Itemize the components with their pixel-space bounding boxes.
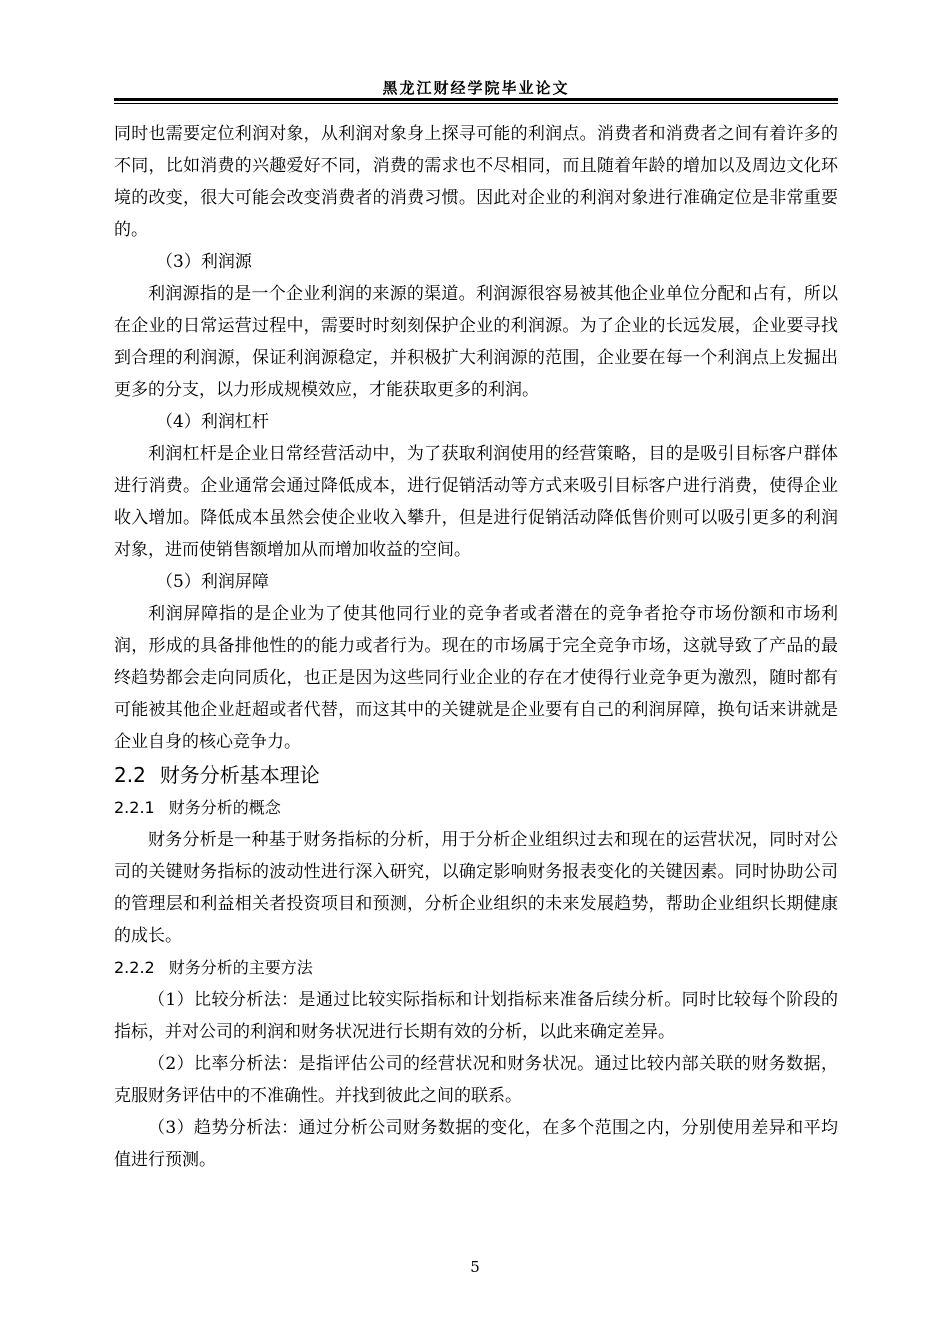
paragraph-profit-lever: 利润杠杆是企业日常经营活动中，为了获取利润使用的经营策略，目的是吸引目标客户群体进行消费。企业通常会通过降低成本，进行促销活动等方式来吸引目标客户进行消费，使得企业收入增加。降低成本虽然会使企业收入攀升，但是进行促销活动降低售价则可以吸引更多的利润对象，进而使销售额增加从而增加收益的空间。 <box>114 444 838 560</box>
method-item-trend: （3）趋势分析法：通过分析公司财务数据的变化，在多个范围之内，分别使用差异和平均值进行预测。 <box>114 1118 838 1170</box>
section-heading-2-2-2 <box>114 952 838 984</box>
method-item-comparison: （1）比较分析法：是通过比较实际指标和计划指标来准备后续分析。同时比较每个阶段的指标，并对公司的利润和财务状况进行长期有效的分析，以此来确定差异。 <box>114 990 838 1042</box>
paragraph-financial-analysis-concept: 财务分析是一种基于财务指标的分析，用于分析企业组织过去和现在的运营状况，同时对公司的关键财务指标的波动性进行深入研究，以确定影响财务报表变化的关键因素。同时协助公司的管理层和利益相关者投资项目和预测，分析企业组织的未来发展趋势，帮助企业组织长期健康的成长。 <box>114 830 838 946</box>
page-header-title: 黑龙江财经学院毕业论文 <box>382 79 570 97</box>
section-number: 2.2.2 <box>114 958 155 977</box>
section-number: 2.2.1 <box>114 798 155 817</box>
paragraph-profit-source: 利润源指的是一个企业利润的来源的渠道。利润源很容易被其他企业单位分配和占有，所以在企业的日常运营过程中，需要时时刻刻保护企业的利润源。为了企业的长远发展，企业要寻找到合理的利润源，保证利润源稳定，并积极扩大利润源的范围，企业要在每一个利润点上发掘出更多的分支，以力形成规模效应，才能获取更多的利润。 <box>114 284 838 400</box>
subheading-profit-lever: （4）利润杠杆 <box>156 412 269 432</box>
paragraph-profit-object: 同时也需要定位利润对象，从利润对象身上探寻可能的利润点。消费者和消费者之间有着许多的不同，比如消费的兴趣爱好不同，消费的需求也不尽相同，而且随着年龄的增加以及周边文化环境的改变，很大可能会改变消费者的消费习惯。因此对企业的利润对象进行准确定位是非常重要的。 <box>114 124 838 240</box>
page-number: 5 <box>470 1258 480 1276</box>
section-heading-2-2-1 <box>114 792 838 824</box>
subheading-profit-source: （3）利润源 <box>156 252 252 272</box>
section-title: 财务分析的概念 <box>168 798 281 817</box>
section-number: 2.2 <box>114 763 146 787</box>
section-title: 财务分析的主要方法 <box>168 958 313 977</box>
header-rule-thin <box>114 103 838 104</box>
page-body <box>114 118 838 1176</box>
method-item-ratio: （2）比率分析法：是指评估公司的经营状况和财务状况。通过比较内部关联的财务数据，克服财务评估中的不准确性。并找到彼此之间的联系。 <box>114 1054 838 1106</box>
paragraph-profit-barrier: 利润屏障指的是企业为了使其他同行业的竞争者或者潜在的竞争者抢夺市场份额和市场利润，形成的具备排他性的的能力或者行为。现在的市场属于完全竞争市场，这就导致了产品的最终趋势都会走向同质化，也正是因为这些同行业企业的存在才使得行业竞争更为激烈，随时都有可能被其他企业赶超或者代替，而这其中的关键就是企业要有自己的利润屏障，换句话来讲就是企业自身的核心竞争力。 <box>114 604 838 752</box>
section-title: 财务分析基本理论 <box>159 763 320 787</box>
subheading-profit-barrier: （5）利润屏障 <box>156 572 269 592</box>
header-rule-thick <box>114 98 838 101</box>
section-heading-2-2 <box>114 758 838 792</box>
